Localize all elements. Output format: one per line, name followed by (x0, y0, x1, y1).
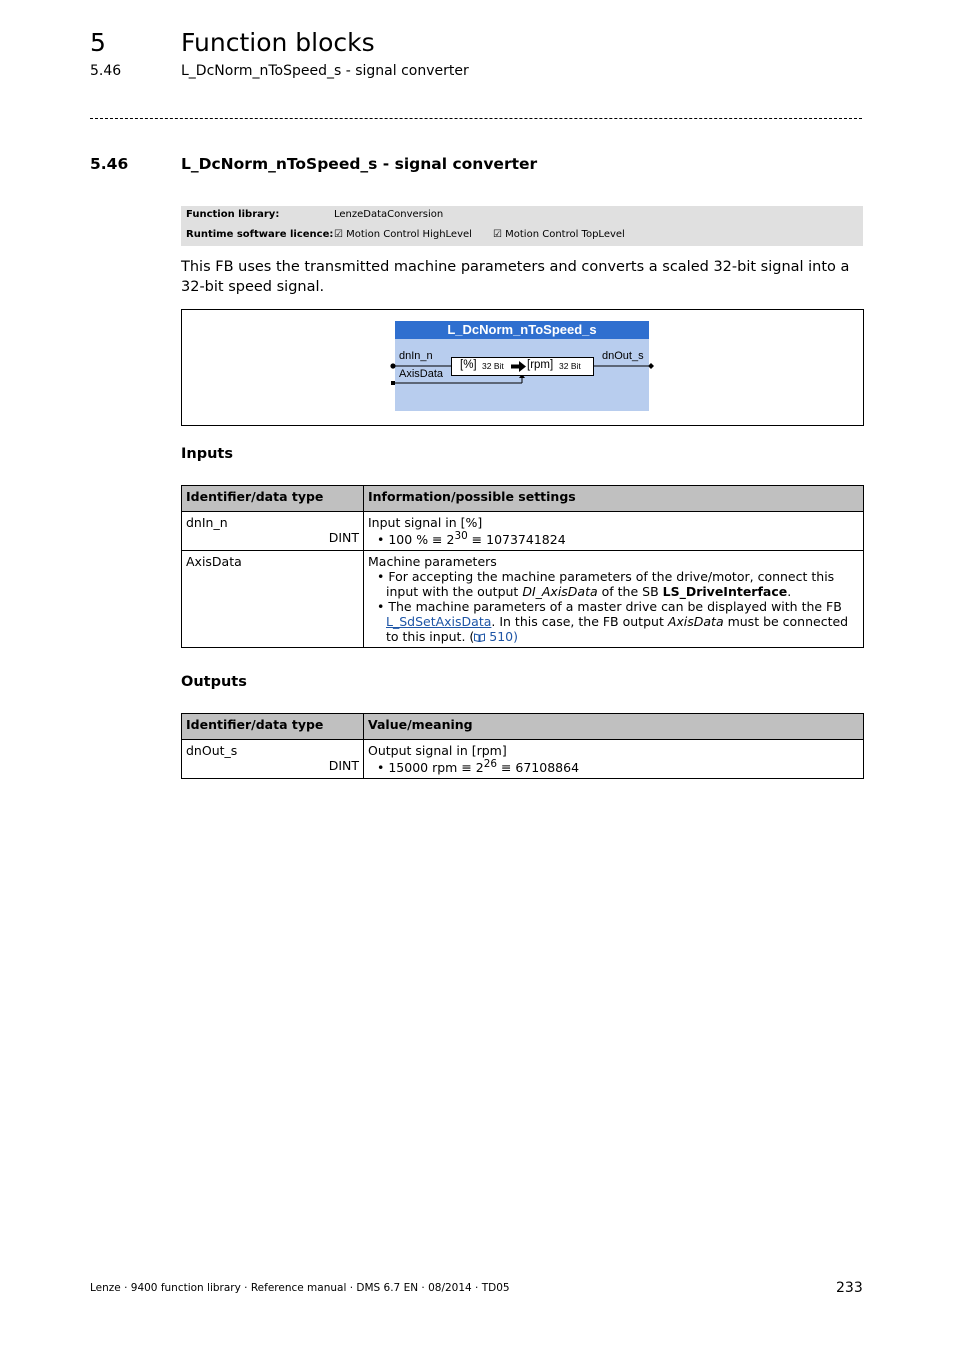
bullet-text: ≡ 1073741824 (467, 532, 566, 548)
column-header: Information/possible settings (364, 486, 864, 512)
inputs-table (181, 485, 864, 648)
identifier-name: dnOut_s (186, 743, 238, 758)
column-header: Identifier/data type (182, 714, 364, 740)
fb-link[interactable]: L_SdSetAxisData (386, 614, 492, 630)
bullet-text: . (787, 584, 792, 600)
input-label-dnin: dnIn_n (399, 350, 433, 362)
exponent: 26 (483, 758, 497, 770)
identifier-cell (182, 512, 364, 551)
info-bullet: • 100 % ≡ $2^{30} \equiv 1073741824$ (377, 530, 566, 548)
bullet-text: The machine parameters of a master drive can be displayed with the FB (388, 599, 842, 615)
identifier-name: dnIn_n (186, 515, 228, 530)
table-header-row (182, 714, 864, 740)
exponent: 30 (454, 530, 468, 542)
info-title: Output signal in [rpm] (368, 743, 507, 758)
info-bullet: • 15000 rpm ≡ $2^{26} \equiv 67108864$ (377, 758, 580, 776)
table-row (182, 551, 864, 648)
page-footer: Lenze · 9400 function library · Reference manual · DMS 6.7 EN · 08/2014 · TD05 (90, 1282, 510, 1294)
page-number: 233 (836, 1280, 863, 1296)
output-connector-dnout (648, 363, 654, 369)
input-connector-axisdata (391, 381, 395, 385)
bullet-text: ) (513, 629, 519, 645)
info-bullet: • For accepting the machine parameters of the drive/motor, connect this input with the output DI_AxisData of the SB LS_DriveInterface. (377, 569, 835, 600)
conv-left-unit: [%] (460, 359, 477, 371)
italic-term: AxisData (667, 614, 724, 630)
block-title: L_DcNorm_nToSpeed_s (395, 321, 649, 339)
data-type: DINT (328, 758, 359, 773)
conv-right-bits: 32 Bit (559, 361, 581, 371)
conversion-arrow-icon (511, 361, 526, 372)
bullet-text: of the SB (597, 584, 663, 600)
section-number: 5.46 (90, 155, 129, 173)
page-reference-link[interactable] (474, 629, 513, 644)
header-section-number: 5.46 (90, 63, 122, 79)
function-library-label: Function library: (186, 209, 280, 220)
input-connector-dnin (390, 363, 395, 368)
book-icon (474, 633, 485, 642)
chapter-title: Function blocks (181, 28, 375, 57)
column-header: Value/meaning (364, 714, 864, 740)
identifier-cell (182, 551, 364, 648)
table-row (182, 512, 864, 551)
italic-term: DI_AxisData (522, 584, 598, 600)
bullet-text: 100 % ≡ 2 (388, 532, 455, 548)
bullet-text: For accepting the machine parameters of the drive/motor, connect this input with the output (386, 569, 835, 600)
input-label-axisdata: AxisData (399, 368, 444, 380)
column-header: Identifier/data type (182, 486, 364, 512)
bullet-text: 15000 rpm ≡ 2 (388, 760, 484, 776)
info-title: Machine parameters (368, 554, 497, 570)
chapter-number: 5 (90, 28, 106, 57)
info-cell (364, 551, 864, 648)
info-title: Input signal in [%] (368, 515, 483, 530)
conv-left-bits: 32 Bit (482, 361, 504, 371)
bold-term: LS_DriveInterface (662, 584, 788, 600)
info-bullet: • The machine parameters of a master drive can be displayed with the FB L_SdSetAxisData. In this case, the FB output AxisData must be connected to this input. ( 510) (377, 599, 849, 645)
section-title: L_DcNorm_nToSpeed_s - signal converter (181, 155, 538, 173)
table-row (182, 740, 864, 779)
runtime-licence-label: Runtime software licence: (186, 229, 334, 240)
intro-paragraph: This FB uses the transmitted machine parameters and converts a scaled 32-bit signal into a 32-bit speed signal. (181, 259, 850, 295)
licence-highlevel: ☑ Motion Control HighLevel (334, 229, 472, 240)
identifier-cell (182, 740, 364, 779)
inputs-heading: Inputs (181, 446, 233, 462)
function-library-value: LenzeDataConversion (334, 209, 444, 220)
bullet-text: ≡ 67108864 (496, 760, 580, 776)
conv-right-unit: [rpm] (527, 359, 554, 371)
outputs-heading: Outputs (181, 674, 247, 690)
output-label-dnout: dnOut_s (602, 350, 644, 362)
info-cell (364, 512, 864, 551)
conversion-box (451, 357, 594, 376)
licence-toplevel: ☑ Motion Control TopLevel (493, 229, 625, 240)
header-section-title: L_DcNorm_nToSpeed_s - signal converter (181, 63, 469, 79)
page-reference: 510 (489, 629, 514, 645)
bullet-text: . In this case, the FB output (491, 614, 668, 630)
data-type: DINT (328, 530, 359, 545)
table-header-row (182, 486, 864, 512)
bullet-text: must be connected to this input. ( (386, 614, 849, 645)
identifier-name: AxisData (186, 554, 242, 570)
outputs-table (181, 713, 864, 779)
info-cell (364, 740, 864, 779)
